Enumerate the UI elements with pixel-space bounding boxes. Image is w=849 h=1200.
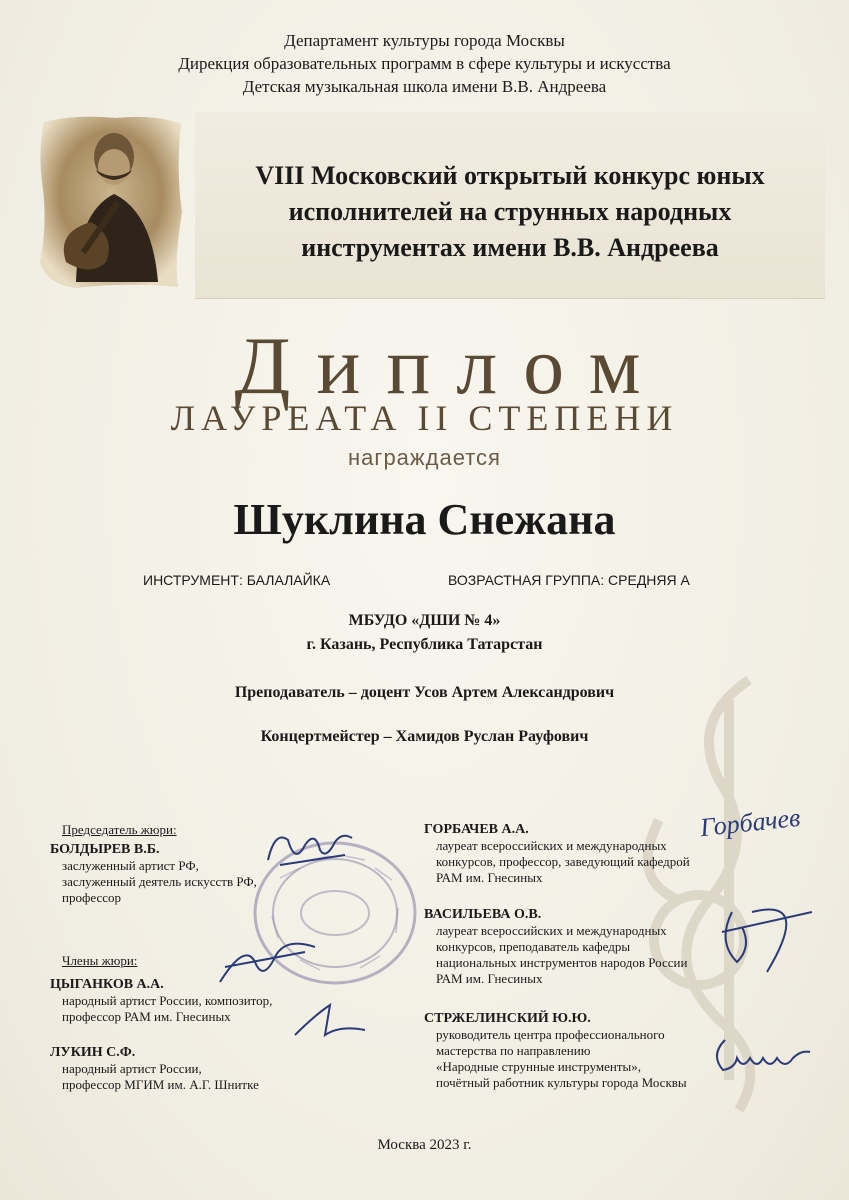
jury-member-1: ЦЫГАНКОВ А.А. народный артист России, композитор, профессор РАМ им. Гнесиных [50, 977, 273, 1024]
jury-member-2: ЛУКИН С.Ф. народный артист России, профессор МГИМ им. А.Г. Шнитке [50, 1045, 259, 1092]
awarded-label: награждается [348, 445, 501, 470]
jury-member-3: ГОРБАЧЕВ А.А. лауреат всероссийских и международных конкурсов, профессор, заведующий кафедрой РАМ им. Гнесиных [424, 822, 690, 885]
accompanist-line: Концертмейстер – Хамидов Руслан Рауфович [260, 728, 589, 745]
jury-chair-label: Председатель жюри: [62, 822, 177, 837]
jury-members-label: Члены жюри: [62, 953, 138, 968]
jury-chair-name: БОЛДЫРЕВ В.Б. [50, 842, 160, 857]
portrait-photo [36, 112, 186, 292]
signature-chair [260, 820, 360, 880]
contest-title [230, 158, 790, 266]
age-group-label: ВОЗРАСТНАЯ ГРУППА: СРЕДНЯЯ А [448, 572, 690, 588]
header-line-3: Детская музыкальная школа имени В.В. Андреева [242, 77, 607, 96]
header-line-1: Департамент культуры города Москвы [284, 31, 565, 50]
jury-member-5: СТРЖЕЛИНСКИЙ Ю.Ю. руководитель центра профессионального мастерства по направлению «Народные струнные инструменты», почётный работник культуры города Москвы [424, 1011, 687, 1090]
contest-title-line-1: VIII Московский открытый конкурс юных [255, 161, 765, 190]
signature-member-2 [285, 995, 375, 1045]
signature-gorbachev: Горбачев [698, 802, 802, 843]
school-city: г. Казань, Республика Татарстан [306, 636, 543, 653]
teacher-line: Преподаватель – доцент Усов Артем Александрович [234, 684, 615, 701]
school-name: МБУДО «ДШИ № 4» [348, 612, 501, 629]
signature-strzhelinsky [705, 1030, 815, 1080]
jury-member-4: ВАСИЛЬЕВА О.В. лауреат всероссийских и международных конкурсов, преподаватель кафедры национальных инструментов народов России РАМ им. Гнесиных [424, 907, 688, 986]
recipient-name: Шуклина Снежана [233, 495, 616, 544]
contest-title-line-3: инструментах имени В.В. Андреева [301, 233, 719, 262]
contest-title-line-2: исполнителей на струнных народных [288, 197, 732, 226]
jury-chair: БОЛДЫРЕВ В.Б. заслуженный артист РФ, заслуженный деятель искусств РФ, профессор [50, 842, 257, 905]
footer-city-year: Москва 2023 г. [377, 1137, 472, 1153]
signature-vasilieva [712, 892, 822, 982]
diploma-title: Диплом [234, 320, 667, 411]
instrument-label: ИНСТРУМЕНТ: БАЛАЛАЙКА [143, 572, 331, 588]
header-line-2: Дирекция образовательных программ в сфере культуры и искусства [178, 54, 671, 73]
diploma-degree: ЛАУРЕАТА II СТЕПЕНИ [170, 398, 679, 438]
